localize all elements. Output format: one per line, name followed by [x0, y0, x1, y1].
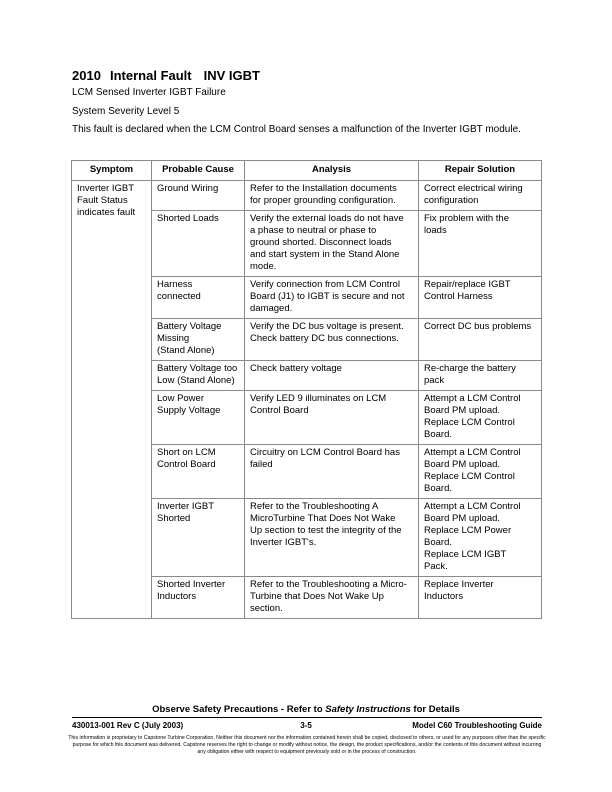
- analysis-cell: [245, 391, 419, 445]
- analysis-text: Verify LED 9 illuminates on LCM Control Board: [250, 393, 387, 416]
- footer-guide-title: Model C60 Troubleshooting Guide: [412, 721, 542, 730]
- repair-cell: [419, 277, 542, 319]
- cause-cell: [152, 391, 245, 445]
- analysis-cell: [245, 319, 419, 361]
- cause-text: Shorted Loads: [157, 213, 219, 224]
- safety-notice: [0, 704, 612, 715]
- repair-text: Attempt a LCM Control Board PM upload. Replace LCM Control Board.: [424, 393, 521, 440]
- header-repair-solution: Repair Solution: [419, 161, 542, 181]
- cause-text: Short on LCM Control Board: [157, 447, 216, 470]
- cause-cell: [152, 445, 245, 499]
- repair-cell: [419, 577, 542, 619]
- cause-text: Harness connected: [157, 279, 201, 302]
- fault-code: 2010: [72, 68, 101, 83]
- symptom-text: Inverter IGBT Fault Status indicates fault: [77, 183, 136, 218]
- header-probable-cause: Probable Cause: [152, 161, 245, 181]
- footer-page-number: 3-5: [300, 721, 312, 730]
- cause-cell: [152, 361, 245, 391]
- table-row: [72, 181, 542, 211]
- footer-divider: [72, 717, 542, 718]
- cause-cell: [152, 277, 245, 319]
- header-analysis: Analysis: [245, 161, 419, 181]
- repair-cell: [419, 499, 542, 577]
- analysis-cell: [245, 211, 419, 277]
- analysis-text: Circuitry on LCM Control Board has failed: [250, 447, 400, 470]
- cause-text: Battery Voltage Missing (Stand Alone): [157, 321, 222, 356]
- repair-text: Replace Inverter Inductors: [424, 579, 494, 602]
- intro-line-3: This fault is declared when the LCM Control Board senses a malfunction of the Inverter IGBT module.: [72, 124, 521, 135]
- table-header-row: [72, 161, 542, 181]
- repair-cell: [419, 361, 542, 391]
- cause-text: Inverter IGBT Shorted: [157, 501, 215, 524]
- fault-title: Internal Fault: [110, 68, 192, 83]
- cause-cell: [152, 577, 245, 619]
- analysis-cell: [245, 361, 419, 391]
- safety-prefix: Observe Safety Precautions - Refer to: [152, 704, 326, 715]
- repair-cell: [419, 181, 542, 211]
- intro-line-1: LCM Sensed Inverter IGBT Failure: [72, 87, 226, 98]
- repair-text: Correct electrical wiring configuration: [424, 183, 523, 206]
- analysis-cell: [245, 181, 419, 211]
- repair-cell: [419, 445, 542, 499]
- cause-text: Shorted Inverter Inductors: [157, 579, 226, 602]
- repair-cell: [419, 319, 542, 361]
- analysis-text: Refer to the Installation documents for proper grounding configuration.: [250, 183, 397, 206]
- analysis-text: Refer to the Troubleshooting a Micro- Turbine that Does Not Wake Up section.: [250, 579, 407, 614]
- cause-text: Low Power Supply Voltage: [157, 393, 221, 416]
- fault-subtitle: INV IGBT: [203, 68, 260, 83]
- analysis-cell: [245, 277, 419, 319]
- cause-cell: [152, 181, 245, 211]
- analysis-text: Check battery voltage: [250, 363, 342, 374]
- cause-text: Battery Voltage too Low (Stand Alone): [157, 363, 238, 386]
- footer-doc-number: 430013-001 Rev C (July 2003): [72, 721, 184, 730]
- cause-cell: [152, 211, 245, 277]
- repair-text: Attempt a LCM Control Board PM upload. Replace LCM Power Board. Replace LCM IGBT Pack.: [424, 501, 521, 572]
- analysis-text: Verify the external loads do not have a phase to neutral or phase to ground shorted. Disconnect loads and start system in the Stand Alone mode.: [250, 213, 404, 272]
- repair-cell: [419, 391, 542, 445]
- cause-cell: [152, 499, 245, 577]
- analysis-cell: [245, 499, 419, 577]
- repair-text: Correct DC bus problems: [424, 321, 532, 332]
- repair-text: Repair/replace IGBT Control Harness: [424, 279, 511, 302]
- analysis-cell: [245, 445, 419, 499]
- analysis-cell: [245, 577, 419, 619]
- analysis-text: Verify the DC bus voltage is present. Check battery DC bus connections.: [250, 321, 404, 344]
- section-heading: [72, 68, 260, 83]
- repair-text: Re-charge the battery pack: [424, 363, 516, 386]
- symptom-cell: [72, 181, 152, 619]
- analysis-text: Verify connection from LCM Control Board (J1) to IGBT is secure and not damaged.: [250, 279, 405, 314]
- analysis-text: Refer to the Troubleshooting A MicroTurbine That Does Not Wake Up section to test the integrity of the Inverter IGBT's.: [250, 501, 402, 548]
- repair-cell: [419, 211, 542, 277]
- safety-instructions-emphasis: Safety Instructions: [325, 704, 411, 715]
- repair-text: Attempt a LCM Control Board PM upload. Replace LCM Control Board.: [424, 447, 521, 494]
- safety-suffix: for Details: [410, 704, 460, 715]
- intro-line-2: System Severity Level 5: [72, 106, 180, 117]
- header-symptom: Symptom: [72, 161, 152, 181]
- footer-disclaimer: This information is proprietary to Capstone Turbine Corporation. Neither this document nor the information contained herein shall be copied, disclosed to others, or used for any purposes other than the specific purpose for which this document was delivered. Capstone reserves the right to change or modify without notice, the design, the product specifications, and/or the contents of this document without incurring any obligation either with respect to equipment previously sold or in the process of construction.: [68, 735, 546, 755]
- troubleshooting-table: [71, 160, 542, 619]
- cause-text: Ground Wiring: [157, 183, 219, 194]
- cause-cell: [152, 319, 245, 361]
- repair-text: Fix problem with the loads: [424, 213, 510, 236]
